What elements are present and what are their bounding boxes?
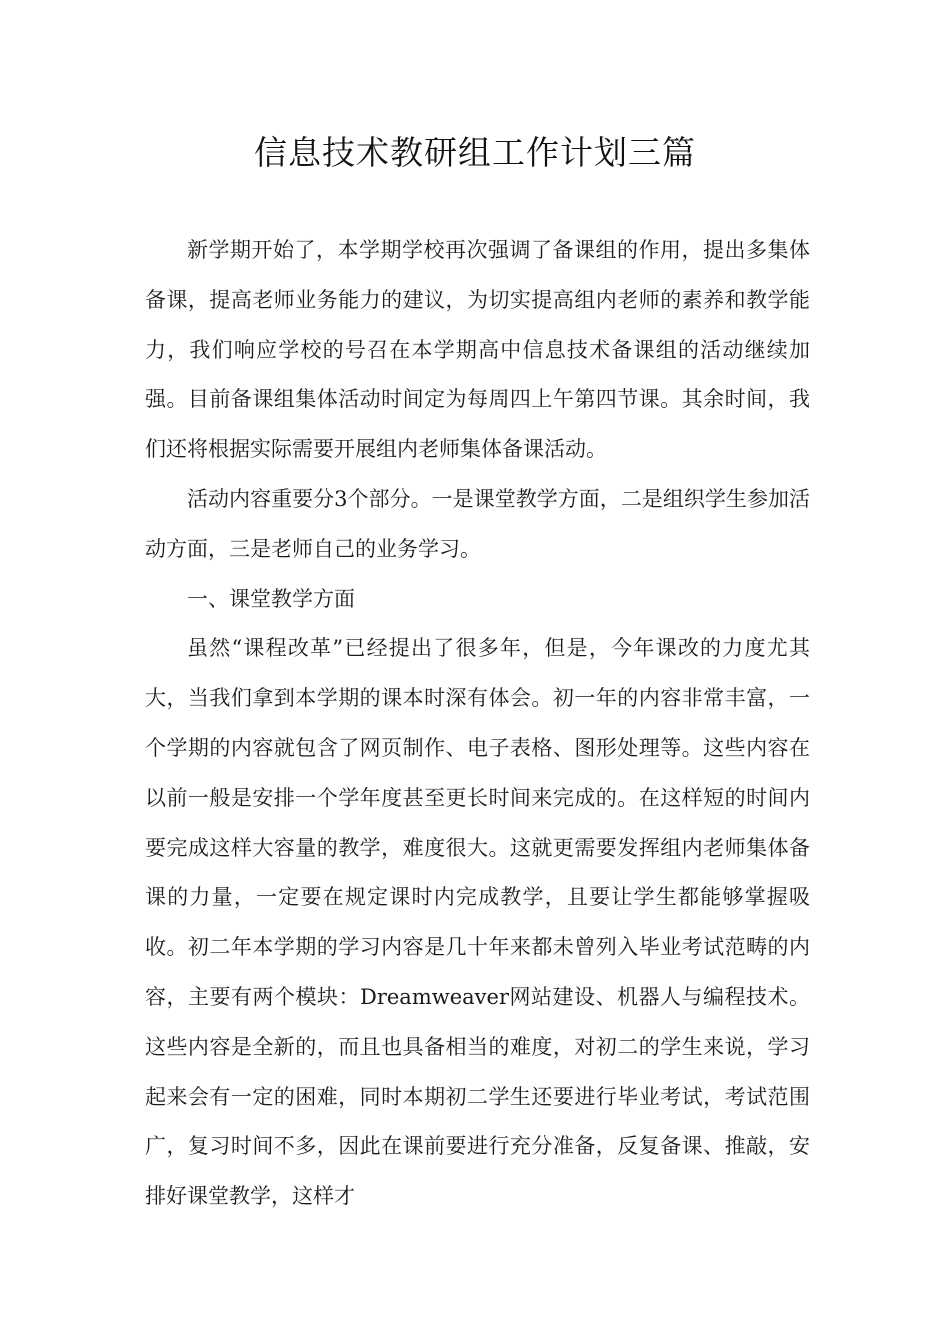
section-heading-classroom-teaching: 一、课堂教学方面 — [187, 586, 355, 611]
paragraph-curriculum-reform: 虽然“课程改革”已经提出了很多年，但是，今年课改的力度尤其大，当我们拿到本学期的课本时深有体会。初一年的内容非常丰富，一个学期的内容就包含了网页制作、电子表格、图形处理等。这些内容在以前一般是安排一个学年度甚至更长时间来完成的。在这样短的时间内要完成这样大容量的教学，难度很大。这就更需要发挥组内老师集体备课的力量，一定要在规定课时内完成教学，且要让学生都能够掌握吸收。初二年本学期的学习内容是几十年来都未曾列入毕业考试范畴的内容，主要有两个模块：Dreamweaver网站建设、机器人与编程技术。这些内容是全新的，而且也具备相当的难度，对初二的学生来说，学习起来会有一定的困难，同时本期初二学生还要进行毕业考试，考试范围广，复习时间不多，因此在课前要进行充分准备，反复备课、推敲，安排好课堂教学，这样才 — [145, 636, 810, 1209]
paragraph-activity-content: 活动内容重要分3个部分。一是课堂教学方面，二是组织学生参加活动方面，三是老师自己的业务学习。 — [145, 486, 810, 561]
document-body — [145, 226, 810, 1222]
document-title: 信息技术教研组工作计划三篇 — [254, 133, 696, 172]
paragraph-intro: 新学期开始了，本学期学校再次强调了备课组的作用，提出多集体备课，提高老师业务能力的建议，为切实提高组内老师的素养和教学能力，我们响应学校的号召在本学期高中信息技术备课组的活动继续加强。目前备课组集体活动时间定为每周四上午第四节课。其余时间，我们还将根据实际需要开展组内老师集体备课活动。 — [145, 238, 810, 462]
